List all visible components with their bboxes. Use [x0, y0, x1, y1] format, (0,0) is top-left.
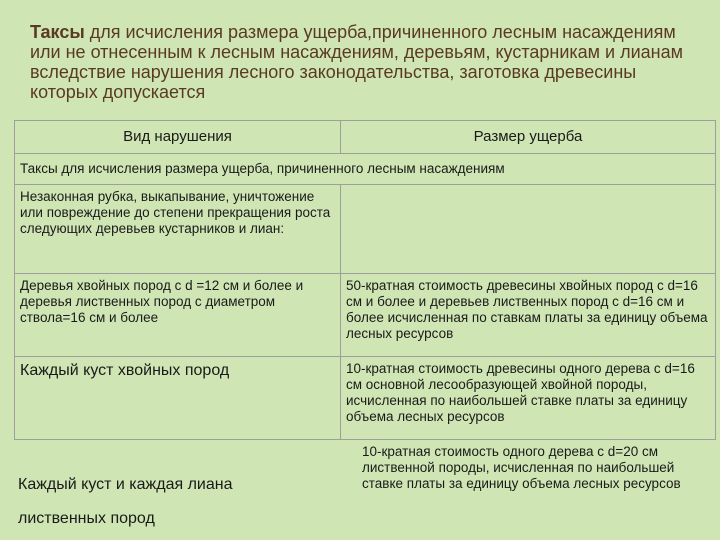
table-row — [15, 357, 716, 440]
bottom-right-text: 10-кратная стоимость одного дерева с d=20 см лиственной породы, исчисленная по наибольшей ставке платы за единицу объема лесных ресурсов — [362, 444, 681, 491]
table-header-row — [15, 121, 716, 154]
row-violation-cell: Каждый куст хвойных пород — [15, 357, 341, 440]
row-damage-cell: 10-кратная стоимость древесины одного дерева с d=16 см основной лесообразующей хвойной породы, исчисленная по наибольшей ставке платы за единицу объема лесных ресурсов — [341, 357, 716, 440]
row-damage-cell — [341, 185, 716, 274]
damage-rates-table — [14, 120, 716, 440]
header-violation-type: Вид нарушения — [15, 121, 341, 154]
row-violation-cell: Деревья хвойных пород с d =12 см и более и деревья лиственных пород с диаметром ствола=16 см и более — [15, 274, 341, 357]
title-bold: Таксы — [30, 22, 85, 42]
table-row — [15, 185, 716, 274]
section-title: Таксы для исчисления размера ущерба, причиненного лесным насаждениям — [15, 154, 716, 185]
bottom-left-line2: лиственных пород — [18, 510, 155, 527]
row-damage-cell: 50-кратная стоимость древесины хвойных пород с d=16 см и более и деревьев лиственных пород с d=16 см и более исчисленная по ставкам платы за единицу объема лесных ресурсов — [341, 274, 716, 357]
table-row — [15, 274, 716, 357]
header-damage-amount: Размер ущерба — [341, 121, 716, 154]
table-section-row — [15, 154, 716, 185]
title-rest: для исчисления размера ущерба,причиненного лесным насаждениям или не отнесенным к лесным насаждениям, деревьям, кустарникам и лианам вследствие нарушения лесного законодательства, заготовка древесины которых допускается — [30, 22, 684, 102]
page-title — [30, 22, 700, 102]
bottom-row — [0, 430, 720, 540]
bottom-left-line1: Каждый куст и каждая лиана — [18, 476, 233, 493]
row-violation-cell: Незаконная рубка, выкапывание, уничтожение или повреждение до степени прекращения роста следующих деревьев кустарников и лиан: — [15, 185, 341, 274]
